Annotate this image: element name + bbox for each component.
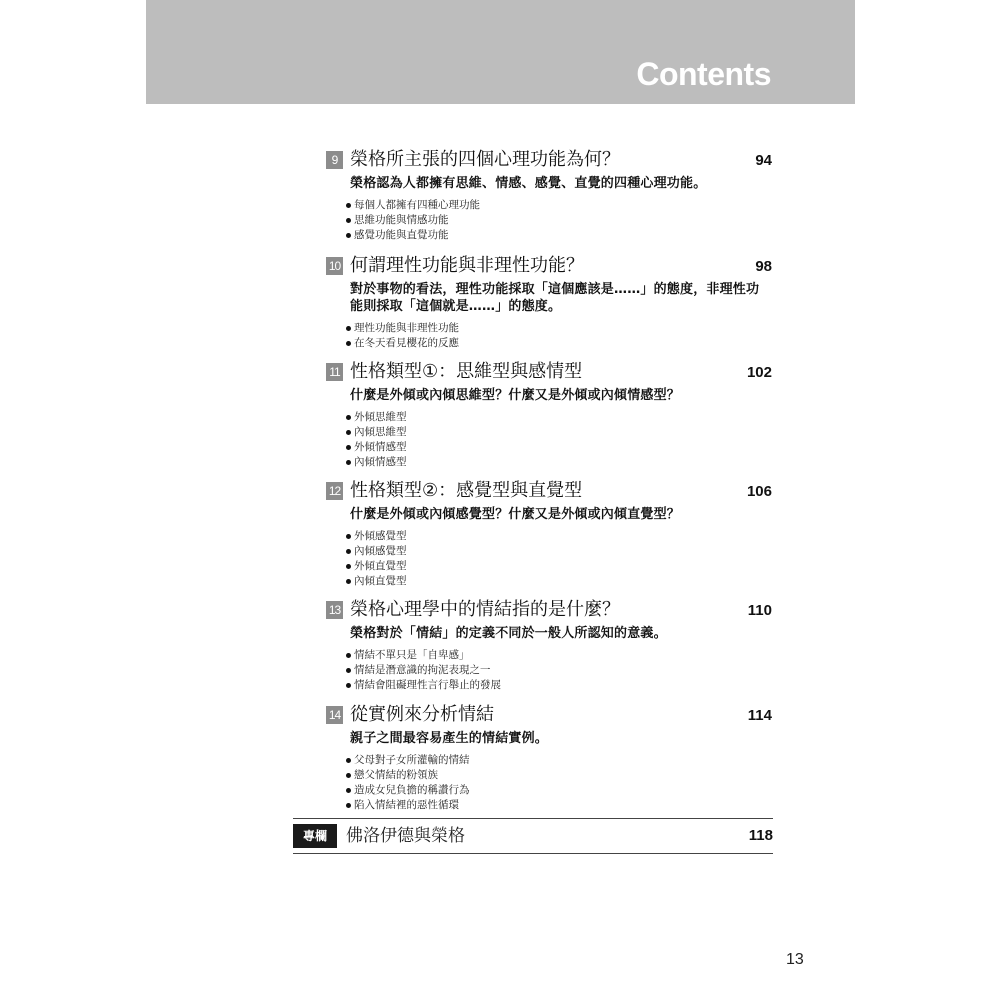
entry-page-number: 102: [746, 364, 772, 381]
chapter-number: 13: [326, 601, 343, 619]
bullet-item: 在冬天看見櫻花的反應: [346, 336, 772, 351]
entry-title: 性格類型②：感覺型與直覺型: [350, 480, 583, 501]
toc-entry-10[interactable]: [326, 254, 772, 351]
bullet-item: 內傾情感型: [346, 455, 772, 470]
chapter-number: 10: [326, 257, 343, 275]
bullet-item: 理性功能與非理性功能: [346, 321, 772, 336]
page-number: 13: [786, 951, 804, 968]
bullet-item: 內傾感覺型: [346, 544, 772, 559]
bullet-item: 思維功能與情感功能: [346, 213, 772, 228]
bullet-item: 感覺功能與直覺功能: [346, 228, 772, 243]
bullet-item: 每個人都擁有四種心理功能: [346, 198, 772, 213]
toc-entry-13[interactable]: [326, 598, 772, 693]
column-page-number: 118: [748, 827, 773, 844]
entry-title: 性格類型①：思維型與感情型: [350, 361, 583, 382]
bullet-item: 外傾直覺型: [346, 559, 772, 574]
header-band: [146, 0, 855, 104]
toc-entry-11[interactable]: [326, 360, 772, 470]
bullet-list: [346, 648, 772, 693]
bullet-item: 情結是潛意識的拘泥表現之一: [346, 663, 772, 678]
entry-page-number: 98: [755, 258, 772, 275]
entry-page-number: 106: [746, 483, 772, 500]
entry-title: 何謂理性功能與非理性功能？: [350, 255, 584, 276]
bullet-item: 外傾思維型: [346, 410, 772, 425]
bullet-item: 陷入情結裡的惡性循環: [346, 798, 772, 813]
chapter-number: 9: [326, 151, 343, 169]
entry-title: 榮格所主張的四個心理功能為何？: [350, 149, 620, 170]
bullet-list: [346, 410, 772, 470]
toc-entry-column[interactable]: [293, 818, 773, 854]
entry-summary: 榮格認為人都擁有思維、情感、感覺、直覺的四種心理功能。: [350, 176, 707, 191]
bullet-list: [346, 321, 772, 351]
column-badge: 專欄: [293, 824, 337, 848]
entry-page-number: 114: [747, 707, 772, 724]
entry-summary: 什麼是外傾或內傾感覺型？什麼又是外傾或內傾直覺型？: [350, 507, 681, 522]
entry-summary: 對於事物的看法，理性功能採取「這個應該是……」的態度，非理性功能則採取「這個就是……」的態度。: [350, 282, 760, 314]
bullet-item: 父母對子女所灌輸的情結: [346, 753, 772, 768]
toc-entry-14[interactable]: [326, 703, 772, 813]
chapter-number: 14: [326, 706, 343, 724]
entry-summary: 什麼是外傾或內傾思維型？什麼又是外傾或內傾情感型？: [350, 388, 681, 403]
toc-entry-9[interactable]: [326, 148, 772, 243]
bullet-list: [346, 198, 772, 243]
bullet-item: 外傾情感型: [346, 440, 772, 455]
column-title: 佛洛伊德與榮格: [346, 826, 465, 846]
entry-summary: 榮格對於「情結」的定義不同於一般人所認知的意義。: [350, 626, 667, 641]
page-title: Contents: [636, 56, 771, 92]
entry-title: 榮格心理學中的情結指的是什麼？: [350, 599, 620, 620]
toc-entry-12[interactable]: [326, 479, 772, 589]
bullet-item: 內傾直覺型: [346, 574, 772, 589]
entry-page-number: 94: [755, 152, 772, 169]
bullet-item: 造成女兒負擔的稱讚行為: [346, 783, 772, 798]
entry-page-number: 110: [747, 602, 772, 619]
bullet-list: [346, 753, 772, 813]
bullet-item: 戀父情結的粉領族: [346, 768, 772, 783]
entry-summary: 親子之間最容易產生的情結實例。: [350, 731, 549, 746]
entry-title: 從實例來分析情結: [350, 704, 494, 725]
bullet-item: 情結會阻礙理性言行舉止的發展: [346, 678, 772, 693]
bullet-item: 內傾思維型: [346, 425, 772, 440]
bullet-list: [346, 529, 772, 589]
chapter-number: 11: [326, 363, 343, 381]
bullet-item: 外傾感覺型: [346, 529, 772, 544]
bullet-item: 情結不單只是「自卑感」: [346, 648, 772, 663]
chapter-number: 12: [326, 482, 343, 500]
